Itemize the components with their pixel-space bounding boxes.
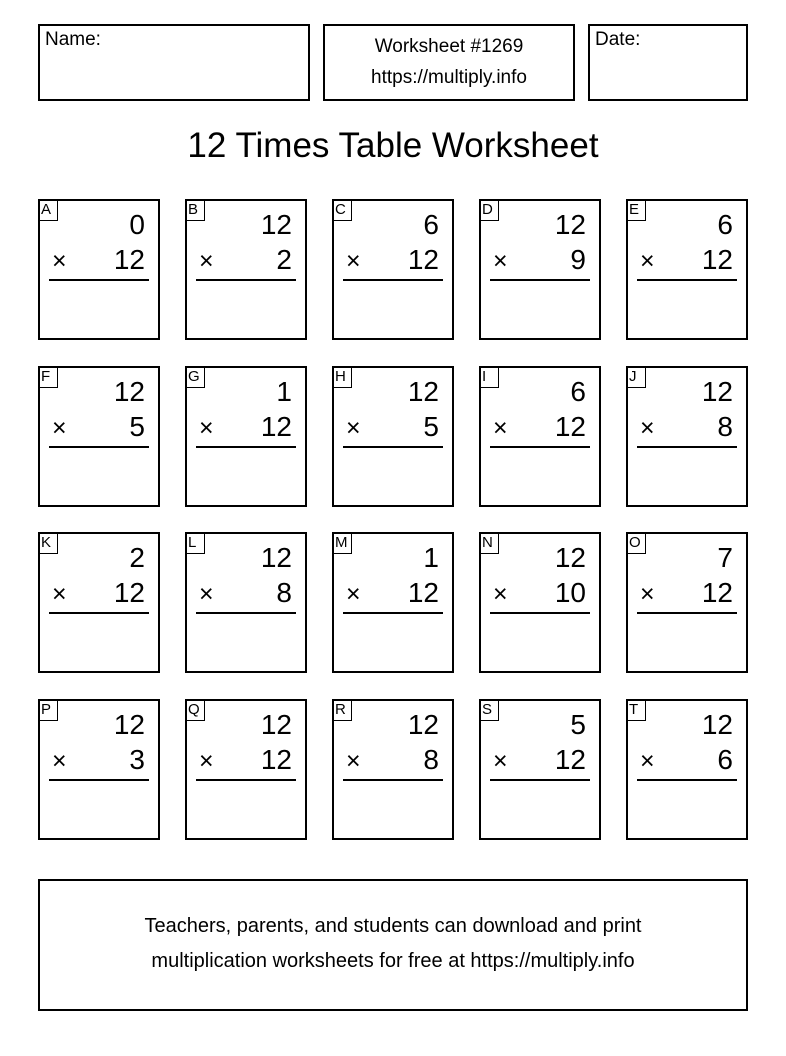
multiply-sign: × — [52, 247, 67, 275]
date-box[interactable] — [588, 24, 748, 101]
problem-letter: T — [626, 699, 646, 721]
problem-letter: A — [38, 199, 58, 221]
multiplier: 12 — [260, 744, 292, 775]
multiplicand: 2 — [129, 542, 145, 573]
answer-line — [196, 279, 296, 281]
answer-line — [49, 279, 149, 281]
multiplier: 12 — [701, 244, 733, 275]
answer-line — [343, 779, 443, 781]
problem-letter: J — [626, 366, 646, 388]
multiplicand: 12 — [554, 209, 586, 240]
multiplier: 3 — [129, 744, 145, 775]
answer-line — [343, 279, 443, 281]
multiply-sign: × — [52, 414, 67, 442]
multiplier: 8 — [423, 744, 439, 775]
multiplier: 6 — [717, 744, 733, 775]
multiplicand: 1 — [423, 542, 439, 573]
problem-card-t[interactable] — [626, 699, 748, 840]
problem-card-s[interactable] — [479, 699, 601, 840]
multiplier: 12 — [407, 577, 439, 608]
problem-letter: E — [626, 199, 646, 221]
multiplier: 12 — [554, 744, 586, 775]
problem-card-r[interactable] — [332, 699, 454, 840]
worksheet-number: Worksheet #1269 — [374, 36, 524, 57]
problem-card-q[interactable] — [185, 699, 307, 840]
multiply-sign: × — [346, 414, 361, 442]
answer-line — [637, 779, 737, 781]
multiplier: 10 — [554, 577, 586, 608]
multiplier: 5 — [129, 411, 145, 442]
problem-card-b[interactable] — [185, 199, 307, 340]
multiplicand: 6 — [570, 376, 586, 407]
worksheet-url: https://multiply.info — [371, 67, 527, 88]
multiplicand: 12 — [701, 709, 733, 740]
answer-line — [49, 446, 149, 448]
page-title: 12 Times Table Worksheet — [187, 126, 599, 165]
problem-letter: B — [185, 199, 205, 221]
problem-card-n[interactable] — [479, 532, 601, 673]
multiply-sign: × — [640, 747, 655, 775]
date-label: Date: — [595, 29, 641, 50]
problem-card-c[interactable] — [332, 199, 454, 340]
answer-line — [490, 779, 590, 781]
answer-line — [490, 446, 590, 448]
multiplier: 12 — [260, 411, 292, 442]
multiplicand: 6 — [717, 209, 733, 240]
answer-line — [343, 446, 443, 448]
answer-line — [343, 612, 443, 614]
problem-card-h[interactable] — [332, 366, 454, 507]
problem-card-p[interactable] — [38, 699, 160, 840]
problem-letter: D — [479, 199, 499, 221]
name-box[interactable] — [38, 24, 310, 101]
worksheet-info-box — [323, 24, 575, 101]
name-label: Name: — [45, 29, 101, 50]
multiplicand: 12 — [701, 376, 733, 407]
problem-letter: G — [185, 366, 205, 388]
footer-line-1: Teachers, parents, and students can download and print — [144, 915, 642, 937]
problem-letter: K — [38, 532, 58, 554]
multiplicand: 5 — [570, 709, 586, 740]
answer-line — [49, 612, 149, 614]
multiply-sign: × — [346, 747, 361, 775]
answer-line — [637, 612, 737, 614]
problem-letter: P — [38, 699, 58, 721]
multiplicand: 12 — [260, 709, 292, 740]
multiply-sign: × — [640, 580, 655, 608]
problem-card-l[interactable] — [185, 532, 307, 673]
multiplier: 12 — [113, 244, 145, 275]
answer-line — [490, 612, 590, 614]
multiply-sign: × — [199, 580, 214, 608]
multiplicand: 7 — [717, 542, 733, 573]
problem-card-e[interactable] — [626, 199, 748, 340]
multiply-sign: × — [346, 580, 361, 608]
multiply-sign: × — [493, 247, 508, 275]
multiplier: 12 — [113, 577, 145, 608]
multiplicand: 0 — [129, 209, 145, 240]
multiply-sign: × — [493, 747, 508, 775]
multiplicand: 12 — [260, 542, 292, 573]
answer-line — [196, 446, 296, 448]
problem-card-f[interactable] — [38, 366, 160, 507]
problem-letter: S — [479, 699, 499, 721]
problem-letter: Q — [185, 699, 205, 721]
footer-box — [38, 879, 748, 1011]
multiplier: 9 — [570, 244, 586, 275]
multiplier: 12 — [554, 411, 586, 442]
problem-letter: L — [185, 532, 205, 554]
multiply-sign: × — [493, 580, 508, 608]
multiply-sign: × — [346, 247, 361, 275]
multiplicand: 1 — [276, 376, 292, 407]
multiplicand: 12 — [407, 376, 439, 407]
multiply-sign: × — [493, 414, 508, 442]
answer-line — [49, 779, 149, 781]
multiplicand: 12 — [113, 709, 145, 740]
multiply-sign: × — [199, 414, 214, 442]
multiplier: 12 — [407, 244, 439, 275]
multiplier: 12 — [701, 577, 733, 608]
multiply-sign: × — [640, 414, 655, 442]
answer-line — [490, 279, 590, 281]
answer-line — [637, 279, 737, 281]
multiplicand: 12 — [113, 376, 145, 407]
multiplicand: 12 — [260, 209, 292, 240]
footer-line-2: multiplication worksheets for free at https://multiply.info — [151, 950, 635, 972]
answer-line — [637, 446, 737, 448]
problem-card-g[interactable] — [185, 366, 307, 507]
problem-letter: N — [479, 532, 499, 554]
problem-letter: R — [332, 699, 352, 721]
problem-letter: F — [38, 366, 58, 388]
problem-card-o[interactable] — [626, 532, 748, 673]
problem-card-m[interactable] — [332, 532, 454, 673]
problem-card-k[interactable] — [38, 532, 160, 673]
problem-letter: M — [332, 532, 352, 554]
answer-line — [196, 612, 296, 614]
multiply-sign: × — [52, 580, 67, 608]
multiplicand: 12 — [554, 542, 586, 573]
problem-card-j[interactable] — [626, 366, 748, 507]
multiplier: 8 — [276, 577, 292, 608]
multiplier: 2 — [276, 244, 292, 275]
problem-letter: C — [332, 199, 352, 221]
multiply-sign: × — [199, 247, 214, 275]
multiplier: 8 — [717, 411, 733, 442]
problem-card-a[interactable] — [38, 199, 160, 340]
problem-letter: I — [479, 366, 499, 388]
multiplicand: 12 — [407, 709, 439, 740]
problem-letter: O — [626, 532, 646, 554]
answer-line — [196, 779, 296, 781]
problem-card-i[interactable] — [479, 366, 601, 507]
multiplier: 5 — [423, 411, 439, 442]
multiplicand: 6 — [423, 209, 439, 240]
multiply-sign: × — [52, 747, 67, 775]
problem-letter: H — [332, 366, 352, 388]
multiply-sign: × — [640, 247, 655, 275]
problem-card-d[interactable] — [479, 199, 601, 340]
multiply-sign: × — [199, 747, 214, 775]
